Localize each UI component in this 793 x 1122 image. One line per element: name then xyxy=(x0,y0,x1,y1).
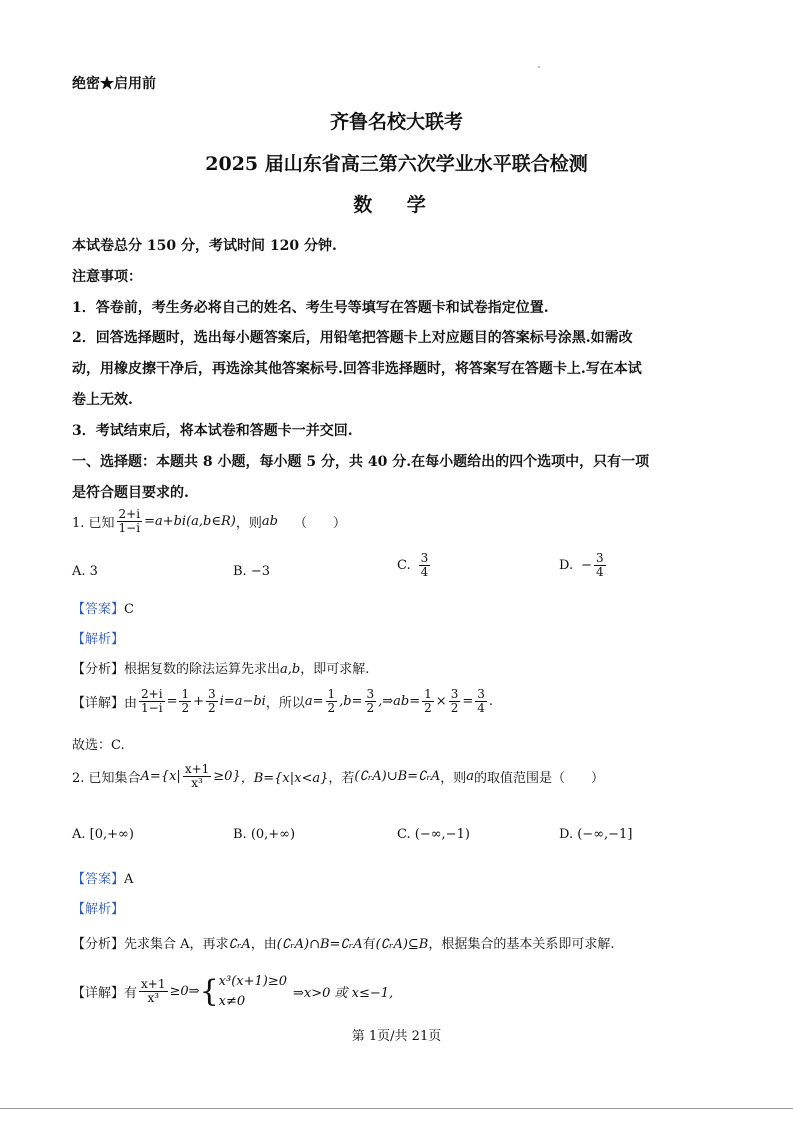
frac-num: 3 xyxy=(208,687,216,701)
frac-den: 1−i xyxy=(141,700,163,715)
frac-den: 4 xyxy=(477,700,485,715)
q2-fenxi-text-c: 有 xyxy=(362,937,376,952)
frac-den: 2 xyxy=(366,700,375,715)
scan-speck xyxy=(538,66,540,68)
frac-num: 3 xyxy=(450,687,459,701)
q2-detail-have: 有 xyxy=(124,986,138,1001)
q2-fenxi xyxy=(72,933,615,952)
question-2-stem xyxy=(72,763,604,789)
notes-title: 注意事项： xyxy=(72,269,142,285)
frac-den: 2 xyxy=(327,700,336,715)
q2-option-c: C. (−∞,−1) xyxy=(397,827,470,842)
q1-detail-frac-1 xyxy=(139,688,165,714)
q1-option-c xyxy=(397,552,432,578)
frac-den: 2 xyxy=(181,700,190,715)
note-3: 3．考试结束后，将本试卷和答题卡一并交回. xyxy=(72,423,353,439)
q2-set-a-left: A={x| xyxy=(140,768,181,784)
q2-detail-ge: ≥0⇒ xyxy=(169,984,200,999)
q1-analysis-tag: 【解析】 xyxy=(72,632,125,647)
q2-analysis-tag: 【解析】 xyxy=(72,902,125,917)
q1-fraction-denominator: 1−i xyxy=(118,520,141,535)
q1-option-d-label: D. xyxy=(559,557,574,573)
q1-option-a: A. 3 xyxy=(72,564,98,579)
frac-den: 2 xyxy=(208,700,216,715)
note-2-line-3: 卷上无效. xyxy=(72,392,133,408)
q1-detail-end: . xyxy=(488,693,494,709)
section-1-heading-line-2: 是符合题目要求的. xyxy=(72,485,189,501)
q1-option-c-num: 3 xyxy=(420,551,429,565)
q1-option-d-num: 3 xyxy=(596,551,604,565)
q2-cond-expr: (∁ᵣA)∪B=∁ᵣA xyxy=(354,768,441,784)
q1-detail-frac-2 xyxy=(179,688,191,714)
frac-num: 1 xyxy=(327,687,336,701)
frac-den: x³ xyxy=(147,991,160,1005)
q1-detail-frac-6 xyxy=(422,688,434,714)
q2-detail-result: ⇒x>0 或 x≤−1, xyxy=(293,986,394,1001)
q2-option-d: D. (−∞,−1] xyxy=(559,827,633,842)
q1-detail-frac-4 xyxy=(326,688,338,714)
q1-detail-a-eq: a= xyxy=(304,693,324,709)
q2-set-b: ，B={x|x<a} xyxy=(240,770,329,786)
q1-equation: =a+bi(a,b∈R) xyxy=(144,513,236,529)
note-2-line-1: 2．回答选择题时，选出每小题答案后，用铅笔把答题卡上对应题目的答案标号涂黑.如需改 xyxy=(72,330,633,346)
frac-num: 3 xyxy=(366,687,375,701)
q2-fenxi-text-d: ，根据集合的基本关系即可求解. xyxy=(428,937,615,952)
note-1: 1．答卷前，考生务必将自己的姓名、考生号等填写在答题卡和试卷指定位置. xyxy=(72,300,549,316)
q1-fenxi-text-b: ，即可求解. xyxy=(300,662,370,677)
q2-set-a-right: ≥0} xyxy=(213,768,241,784)
q1-fenxi-vars: a,b xyxy=(280,662,301,677)
q1-detail-eq-2: = xyxy=(462,693,474,709)
frac-den: x³ xyxy=(191,775,203,790)
q1-prefix: 1. 已知 xyxy=(72,515,115,531)
q2-fenxi-tag: 【分析】 xyxy=(72,937,125,952)
page-bottom-rule xyxy=(0,1108,793,1109)
section-1-heading-line-1: 一、选择题：本题共 8 小题，每小题 5 分，共 40 分.在每小题给出的四个选项中，只有一项 xyxy=(72,454,650,470)
q2-detail-tag: 【详解】 xyxy=(72,986,125,1001)
q1-detail-by: 由 xyxy=(124,695,138,711)
q1-fenxi-text-a: 根据复数的除法运算先求出 xyxy=(124,662,281,677)
q1-fraction xyxy=(117,508,143,534)
q2-system-line-2: x≠0 xyxy=(218,993,246,1009)
q1-fenxi-tag: 【分析】 xyxy=(72,662,125,677)
q2-option-a: A. [0,+∞) xyxy=(72,827,134,842)
q2-detail-system xyxy=(219,972,287,1011)
q1-detail-frac-7 xyxy=(449,688,461,714)
q2-fenxi-text-b: ，由 xyxy=(250,937,277,952)
q2-answer-value: A xyxy=(124,872,134,887)
q1-answer-value: C xyxy=(124,602,134,617)
q1-option-c-den: 4 xyxy=(420,564,429,579)
q2-detail-fraction xyxy=(139,978,167,1004)
q1-fraction-numerator: 2+i xyxy=(118,507,141,521)
q1-option-d xyxy=(559,552,608,578)
frac-num: x+1 xyxy=(141,977,166,992)
q1-detail-frac-8 xyxy=(475,688,487,714)
q2-fenxi-expr-3: (∁ᵣA)⊆B xyxy=(375,937,429,952)
q2-option-b: B. (0,+∞) xyxy=(233,827,296,842)
q1-paren: （ ） xyxy=(293,515,346,531)
q1-detail-frac-3 xyxy=(206,688,218,714)
q1-option-d-den: 4 xyxy=(596,564,604,579)
frac-den: 2 xyxy=(450,700,459,715)
q2-prefix: 2. 已知集合 xyxy=(72,770,141,786)
q1-fenxi xyxy=(72,658,369,677)
q1-detail-plus: + xyxy=(193,693,205,709)
q2-fenxi-expr-2: (∁ᵣA)∩B=∁ᵣA xyxy=(276,937,363,952)
secret-label: 绝密★启用前 xyxy=(72,76,156,92)
q2-system-line-1: x³(x+1)≥0 xyxy=(218,974,288,989)
q1-detail-rest-1: i=a−bi xyxy=(219,693,266,709)
q2-answer xyxy=(72,868,133,887)
q1-detail-frac-5 xyxy=(365,688,377,714)
page-footer: 第 1页/共 21页 xyxy=(351,1029,442,1044)
q1-answer-tag: 【答案】 xyxy=(72,602,125,617)
q2-fenxi-expr-1: ∁ᵣA xyxy=(228,937,251,952)
q1-option-b: B. −3 xyxy=(233,564,270,579)
q2-detail-brace: { xyxy=(199,973,219,1009)
q1-detail-eq-1: = xyxy=(166,693,178,709)
frac-num: 3 xyxy=(477,687,485,701)
q1-then: ，则 xyxy=(235,515,262,531)
q1-option-c-label: C. xyxy=(397,557,411,573)
frac-den: 2 xyxy=(424,700,432,715)
q1-detail-b-eq: ,b= xyxy=(339,693,363,709)
q2-fenxi-text-a: 先求集合 A，再求 xyxy=(124,937,229,952)
q2-cond-c: 的取值范围是（ ） xyxy=(474,770,605,786)
q1-option-d-sign: − xyxy=(581,557,592,573)
q1-detail-tag: 【详解】 xyxy=(72,695,125,711)
frac-num: 1 xyxy=(181,687,190,701)
q1-option-d-fraction xyxy=(594,552,606,578)
frac-num: 2+i xyxy=(141,687,163,701)
title-exam-name: 2025 届山东省高三第六次学业水平联合检测 xyxy=(205,153,588,175)
q2-set-a-fraction xyxy=(183,763,211,789)
q1-detail-times: × xyxy=(435,693,447,709)
q1-detail xyxy=(72,688,493,714)
frac-num: x+1 xyxy=(184,762,210,776)
q1-answer xyxy=(72,598,134,617)
frac-num: 1 xyxy=(424,687,432,701)
q2-cond-var: a xyxy=(466,768,475,784)
title-subject: 数 学 xyxy=(353,194,440,216)
q1-option-c-fraction xyxy=(419,552,431,578)
q1-detail-so: ，所以 xyxy=(265,695,305,711)
q1-choose: 故选：C. xyxy=(72,738,125,753)
q1-detail-implies: ,⇒ab= xyxy=(378,693,421,709)
q2-detail xyxy=(72,972,393,1011)
score-time-info: 本试卷总分 150 分，考试时间 120 分钟. xyxy=(72,238,337,254)
q2-answer-tag: 【答案】 xyxy=(72,872,125,887)
q2-cond-b: ，则 xyxy=(440,770,467,786)
title-exam-alliance: 齐鲁名校大联考 xyxy=(329,111,463,133)
q2-cond-a: ，若 xyxy=(328,770,355,786)
question-1-stem xyxy=(72,508,346,534)
note-2-line-2: 动，用橡皮擦干净后，再选涂其他答案标号.回答非选择题时，将答案写在答题卡上.写在本试 xyxy=(72,361,642,377)
q1-ab: ab xyxy=(261,513,278,529)
